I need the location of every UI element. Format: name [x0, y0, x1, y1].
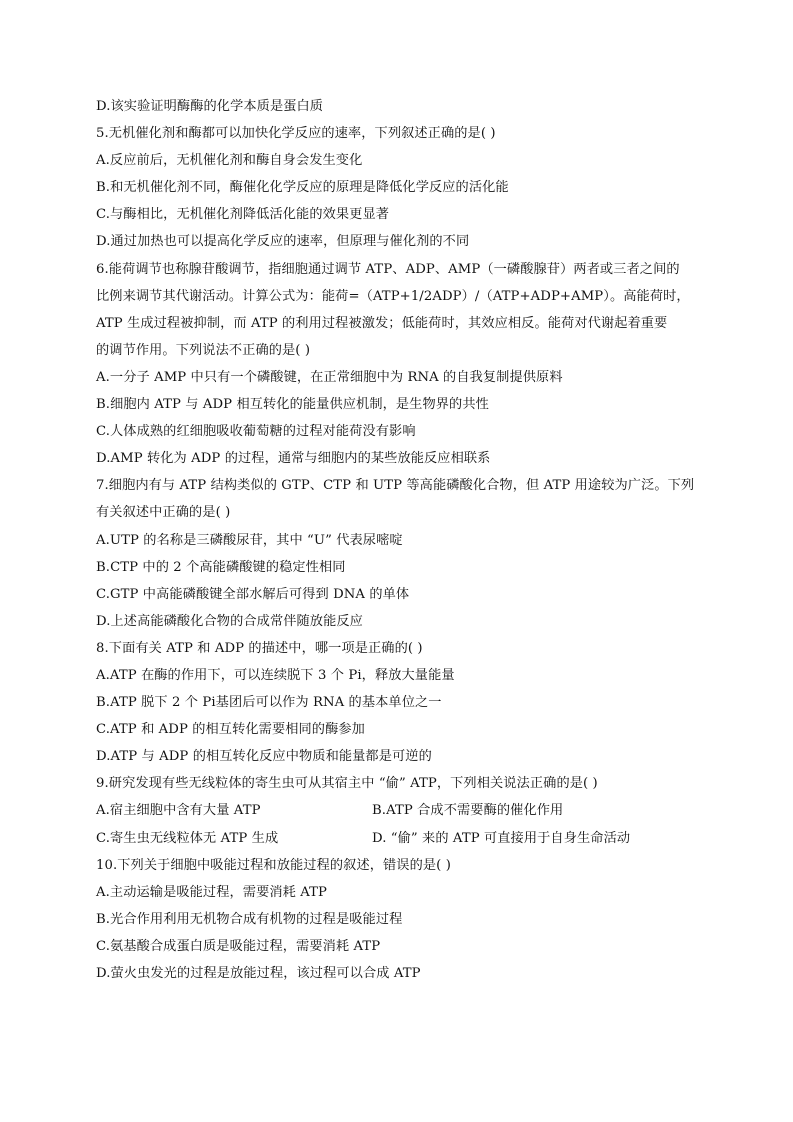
q6-stem-line-4: 的调节作用。下列说法不正确的是( ) [96, 342, 311, 358]
question-5 [96, 120, 706, 255]
q9-option-b: B.ATP 合成不需要酶的催化作用 [372, 803, 564, 819]
q7-option-b: B.CTP 中的 2 个高能磷酸键的稳定性相同 [96, 559, 346, 575]
q5-option-b: B.和无机催化剂不同，酶催化化学反应的原理是降低化学反应的活化能 [96, 180, 509, 196]
q8-option-d: D.ATP 与 ADP 的相互转化反应中物质和能量都是可逆的 [96, 749, 432, 765]
q9-option-a: A.宿主细胞中含有大量 ATP [96, 803, 261, 819]
question-9 [96, 770, 706, 851]
q6-stem-line-1: 6.能荷调节也称腺苷酸调节，指细胞通过调节 ATP、ADP、AMP（一磷酸腺苷）两者或三者之间的 [96, 261, 680, 277]
q7-option-c: C.GTP 中高能磷酸键全部水解后可得到 DNA 的单体 [96, 586, 410, 602]
question-7 [96, 472, 706, 635]
q8-option-b: B.ATP 脱下 2 个 Pi基团后可以作为 RNA 的基本单位之一 [96, 695, 442, 711]
q6-option-c: C.人体成熟的红细胞吸收葡萄糖的过程对能荷没有影响 [96, 424, 416, 440]
q5-stem: 5.无机催化剂和酶都可以加快化学反应的速率，下列叙述正确的是( ) [96, 126, 496, 142]
q10-stem: 10.下列关于细胞中吸能过程和放能过程的叙述，错误的是( ) [96, 857, 451, 873]
q9-stem: 9.研究发现有些无线粒体的寄生虫可从其宿主中 “偷” ATP，下列相关说法正确的是( ) [96, 776, 598, 792]
question-10 [96, 852, 706, 987]
q8-option-a: A.ATP 在酶的作用下，可以连续脱下 3 个 Pi，释放大量能量 [96, 667, 455, 683]
q6-option-a: A.一分子 AMP 中只有一个磷酸键，在正常细胞中为 RNA 的自我复制提供原料 [96, 369, 563, 385]
q6-stem-line-3: ATP 生成过程被抑制，而 ATP 的利用过程被激发；低能荷时，其效应相反。能荷对代谢起着重要 [96, 315, 668, 331]
q4-option-d: D.该实验证明酶酶的化学本质是蛋白质 [96, 99, 324, 114]
q9-options-row-1 [96, 797, 706, 824]
q9-option-d: D. “偷” 来的 ATP 可直接用于自身生命活动 [372, 830, 631, 846]
q6-stem-line-2: 比例来调节其代谢活动。计算公式为：能荷=（ATP+1/2ADP）/（ATP+ADP+AMP）。高能荷时， [96, 288, 690, 304]
q10-option-a: A.主动运输是吸能过程，需要消耗 ATP [96, 884, 328, 900]
q7-stem-line-1: 7.细胞内有与 ATP 结构类似的 GTP、CTP 和 UTP 等高能磷酸化合物，但 ATP 用途较为广泛。下列 [96, 478, 695, 494]
q5-option-a: A.反应前后，无机催化剂和酶自身会发生变化 [96, 153, 363, 169]
q10-option-d: D.萤火虫发光的过程是放能过程，该过程可以合成 ATP [96, 966, 421, 981]
q6-option-b: B.细胞内 ATP 与 ADP 相互转化的能量供应机制，是生物界的共性 [96, 397, 489, 413]
question-8 [96, 635, 706, 770]
q7-option-d: D.上述高能磷酸化合物的合成常伴随放能反应 [96, 613, 363, 629]
q8-stem: 8.下面有关 ATP 和 ADP 的描述中，哪一项是正确的( ) [96, 640, 423, 656]
q5-option-c: C.与酶相比，无机催化剂降低活化能的效果更显著 [96, 207, 390, 223]
q8-option-c: C.ATP 和 ADP 的相互转化需要相同的酶参加 [96, 722, 365, 738]
q10-option-b: B.光合作用利用无机物合成有机物的过程是吸能过程 [96, 911, 403, 927]
q10-option-c: C.氨基酸合成蛋白质是吸能过程，需要消耗 ATP [96, 938, 381, 954]
q9-option-c: C.寄生虫无线粒体无 ATP 生成 [96, 830, 279, 846]
q7-option-a: A.UTP 的名称是三磷酸尿苷，其中 “U” 代表尿嘧啶 [96, 532, 403, 548]
q9-options-row-2 [96, 825, 706, 852]
question-list [96, 93, 706, 987]
q5-option-d: D.通过加热也可以提高化学反应的速率，但原理与催化剂的不同 [96, 234, 470, 250]
q6-option-d: D.AMP 转化为 ADP 的过程，通常与细胞内的某些放能反应相联系 [96, 451, 491, 467]
q7-stem-line-2: 有关叙述中正确的是( ) [96, 505, 231, 521]
question-6 [96, 256, 706, 473]
